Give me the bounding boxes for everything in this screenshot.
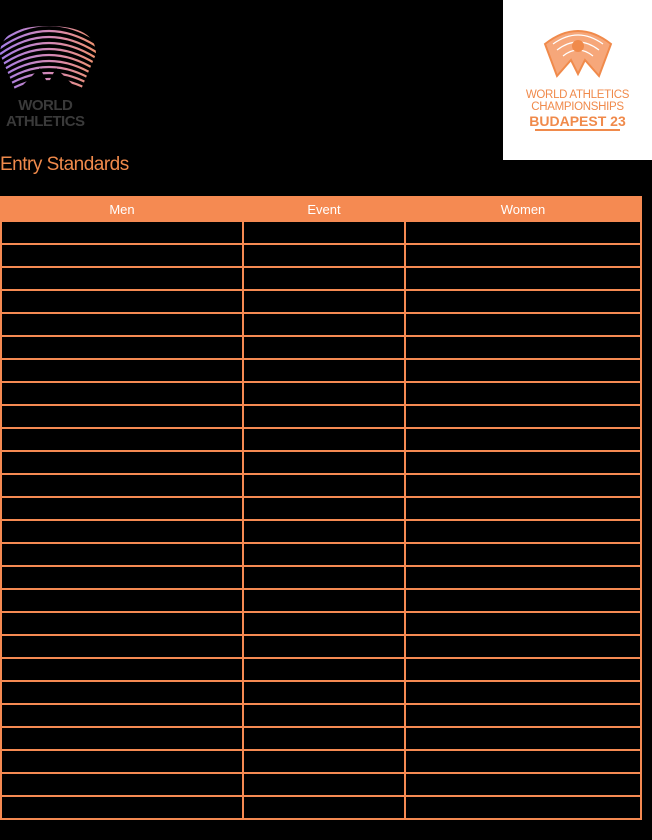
table-cell-event xyxy=(243,382,405,405)
table-cell-event xyxy=(243,543,405,566)
table-cell-event xyxy=(243,428,405,451)
table-cell-women xyxy=(405,451,641,474)
table-cell-men xyxy=(1,451,243,474)
table-cell-women xyxy=(405,267,641,290)
table-cell-women xyxy=(405,221,641,244)
table-row xyxy=(1,221,641,244)
table-row xyxy=(1,612,641,635)
table-cell-men xyxy=(1,267,243,290)
table-cell-event xyxy=(243,773,405,796)
table-cell-women xyxy=(405,313,641,336)
table-cell-men xyxy=(1,428,243,451)
table-cell-men xyxy=(1,336,243,359)
table-row xyxy=(1,474,641,497)
table-cell-women xyxy=(405,612,641,635)
table-cell-men xyxy=(1,474,243,497)
table-cell-women xyxy=(405,635,641,658)
table-cell-women xyxy=(405,359,641,382)
table-row xyxy=(1,313,641,336)
table-cell-event xyxy=(243,244,405,267)
table-row xyxy=(1,635,641,658)
table-row xyxy=(1,290,641,313)
table-row xyxy=(1,796,641,819)
table-row xyxy=(1,658,641,681)
table-cell-women xyxy=(405,704,641,727)
table-cell-men xyxy=(1,244,243,267)
table-cell-event xyxy=(243,520,405,543)
table-cell-event xyxy=(243,589,405,612)
table-cell-event xyxy=(243,405,405,428)
table-cell-event xyxy=(243,681,405,704)
table-cell-women xyxy=(405,520,641,543)
table-cell-event xyxy=(243,704,405,727)
table-cell-men xyxy=(1,635,243,658)
table-cell-event xyxy=(243,658,405,681)
table-cell-event xyxy=(243,267,405,290)
column-header-event: Event xyxy=(243,197,405,221)
table-cell-men xyxy=(1,543,243,566)
table-cell-women xyxy=(405,796,641,819)
table-cell-women xyxy=(405,681,641,704)
world-athletics-wordmark xyxy=(6,98,85,130)
table-cell-men xyxy=(1,382,243,405)
table-cell-event xyxy=(243,359,405,382)
table-cell-men xyxy=(1,796,243,819)
table-cell-women xyxy=(405,497,641,520)
table-cell-women xyxy=(405,336,641,359)
table-header-row xyxy=(1,197,641,221)
table-cell-event xyxy=(243,612,405,635)
table-cell-event xyxy=(243,750,405,773)
championships-wordmark xyxy=(503,89,652,129)
table-row xyxy=(1,589,641,612)
world-athletics-logo xyxy=(0,22,100,134)
page-title: Entry Standards xyxy=(0,154,129,175)
table-cell-women xyxy=(405,382,641,405)
table-cell-women xyxy=(405,773,641,796)
championships-emblem-icon xyxy=(539,24,617,84)
table-cell-women xyxy=(405,428,641,451)
table-cell-men xyxy=(1,221,243,244)
table-row xyxy=(1,267,641,290)
table-row xyxy=(1,336,641,359)
table-row xyxy=(1,497,641,520)
table-cell-women xyxy=(405,658,641,681)
table-row xyxy=(1,244,641,267)
world-athletics-mark-icon xyxy=(0,22,100,98)
table-row xyxy=(1,451,641,474)
championships-line-1: WORLD ATHLETICS xyxy=(525,89,630,101)
table-cell-women xyxy=(405,589,641,612)
table-cell-men xyxy=(1,750,243,773)
table-row xyxy=(1,566,641,589)
championships-line-2: CHAMPIONSHIPS xyxy=(531,101,624,113)
table-row xyxy=(1,543,641,566)
wordmark-line-2: ATHLETICS xyxy=(6,113,85,130)
table-cell-women xyxy=(405,290,641,313)
table-cell-women xyxy=(405,474,641,497)
table-cell-event xyxy=(243,796,405,819)
table-row xyxy=(1,359,641,382)
table-cell-men xyxy=(1,681,243,704)
table-row xyxy=(1,773,641,796)
table-cell-event xyxy=(243,336,405,359)
table-cell-women xyxy=(405,727,641,750)
table-cell-men xyxy=(1,520,243,543)
table-cell-women xyxy=(405,566,641,589)
table-cell-event xyxy=(243,497,405,520)
table-cell-men xyxy=(1,612,243,635)
column-header-women: Women xyxy=(405,197,641,221)
table-cell-women xyxy=(405,543,641,566)
table-cell-event xyxy=(243,313,405,336)
table-cell-event xyxy=(243,566,405,589)
table-cell-women xyxy=(405,244,641,267)
wordmark-line-1: WORLD xyxy=(18,97,73,114)
championships-logo xyxy=(503,0,652,160)
table-cell-event xyxy=(243,290,405,313)
championships-underline xyxy=(535,129,620,131)
table-cell-men xyxy=(1,704,243,727)
table-row xyxy=(1,382,641,405)
table-row xyxy=(1,750,641,773)
table-cell-men xyxy=(1,497,243,520)
table-cell-event xyxy=(243,474,405,497)
table-cell-men xyxy=(1,773,243,796)
table-cell-men xyxy=(1,658,243,681)
table-row xyxy=(1,428,641,451)
championships-line-3: BUDAPEST 23 xyxy=(529,113,626,129)
table-cell-event xyxy=(243,727,405,750)
table-cell-men xyxy=(1,589,243,612)
table-cell-men xyxy=(1,566,243,589)
table-cell-men xyxy=(1,313,243,336)
table-row xyxy=(1,727,641,750)
table-row xyxy=(1,704,641,727)
table-cell-event xyxy=(243,451,405,474)
table-cell-event xyxy=(243,221,405,244)
table-row xyxy=(1,681,641,704)
column-header-men: Men xyxy=(1,197,243,221)
table-cell-women xyxy=(405,750,641,773)
table-cell-event xyxy=(243,635,405,658)
table-row xyxy=(1,520,641,543)
table-cell-men xyxy=(1,727,243,750)
table-cell-men xyxy=(1,290,243,313)
table-cell-men xyxy=(1,405,243,428)
entry-standards-table xyxy=(0,196,642,820)
table-row xyxy=(1,405,641,428)
table-cell-men xyxy=(1,359,243,382)
table-cell-women xyxy=(405,405,641,428)
table-body xyxy=(1,221,641,819)
